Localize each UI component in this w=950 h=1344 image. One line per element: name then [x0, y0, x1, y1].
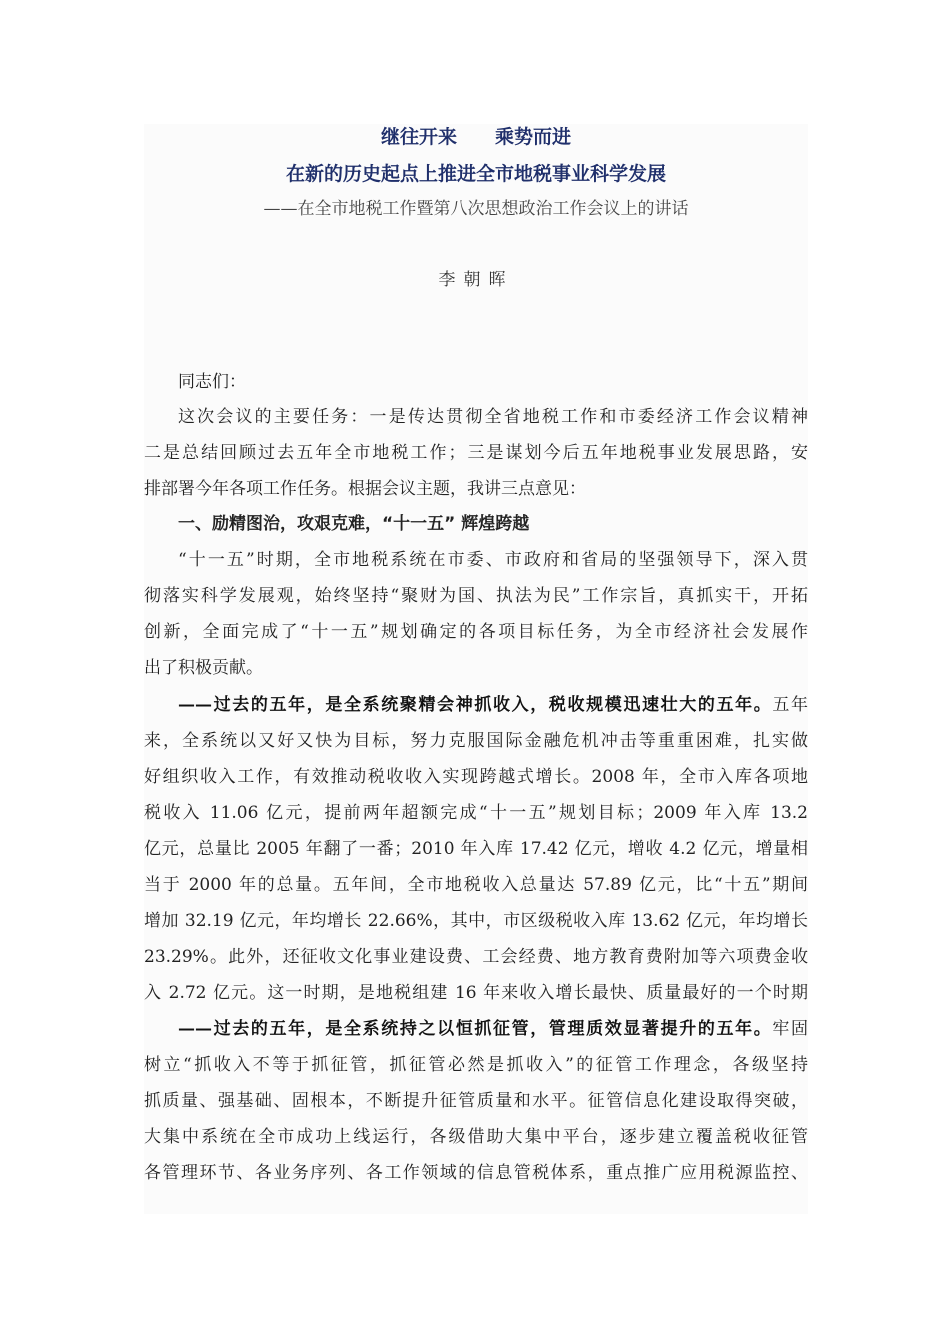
paragraph-line: 来，全系统以又好又快为目标，努力克服国际金融危机冲击等重重困难，扎实做 — [144, 731, 808, 751]
paragraph-line: 创新，全面完成了“十一五”规划确定的各项目标任务，为全市经济社会发展作 — [144, 622, 808, 642]
paragraph-line — [144, 1011, 808, 1047]
paragraph-line: 这次会议的主要任务：一是传达贯彻全省地税工作和市委经济工作会议精神 — [178, 407, 808, 427]
document-title-line2: 在新的历史起点上推进全市地税事业科学发展 — [285, 163, 666, 185]
paragraph-line: 入 2.72 亿元。这一时期，是地税组建 16 年来收入增长最快、质量最好的一个时期 — [144, 983, 808, 1003]
paragraph-text: 五年 — [772, 695, 808, 715]
paragraph-line: 彻落实科学发展观，始终坚持“聚财为国、执法为民”工作宗旨，真抓实干，开拓 — [144, 586, 808, 606]
paragraph-line: 各管理环节、各业务序列、各工作领域的信息管税体系，重点推广应用税源监控、 — [144, 1163, 808, 1183]
bold-lead-sentence: ——过去的五年，是全系统聚精会神抓收入，税收规模迅速壮大的五年。 — [178, 695, 773, 715]
paragraph-line: 树立“抓收入不等于抓征管，抓征管必然是抓收入”的征管工作理念，各级坚持 — [144, 1055, 808, 1075]
document-page — [144, 124, 808, 1214]
paragraph-line: 当于 2000 年的总量。五年间，全市地税收入总量达 57.89 亿元，比“十五”期间 — [144, 875, 808, 895]
paragraph-text: 牢固 — [772, 1019, 808, 1039]
paragraph-line: 亿元，总量比 2005 年翻了一番；2010 年入库 17.42 亿元，增收 4.2 亿元，增量相 — [144, 839, 808, 859]
paragraph-line: 排部署今年各项工作任务。根据会议主题，我讲三点意见： — [144, 479, 586, 499]
paragraph-line: 大集中系统在全市成功上线运行，各级借助大集中平台，逐步建立覆盖税收征管 — [144, 1127, 808, 1147]
paragraph-line: 增加 32.19 亿元，年均增长 22.66%，其中，市区级税收入库 13.62 亿元，年均增长 — [144, 911, 808, 931]
section-heading: 一、励精图治，攻艰克难，“十一五” 辉煌跨越 — [178, 514, 530, 534]
bold-lead-sentence: ——过去的五年，是全系统持之以恒抓征管，管理质效显著提升的五年。 — [178, 1019, 773, 1039]
document-title: 继往开来 乘势而进 — [380, 126, 571, 148]
salutation: 同志们： — [178, 372, 246, 392]
paragraph-line: 23.29%。此外，还征收文化事业建设费、工会经费、地方教育费附加等六项费金收 — [144, 947, 808, 967]
author-name: 李朝晖 — [438, 270, 514, 290]
document-subtitle: ——在全市地税工作暨第八次思想政治工作会议上的讲话 — [263, 199, 689, 219]
paragraph-line: 税收入 11.06 亿元，提前两年超额完成“十一五”规划目标；2009 年入库 13.2 — [144, 803, 808, 823]
paragraph-line — [144, 687, 808, 723]
paragraph-line: 二是总结回顾过去五年全市地税工作；三是谋划今后五年地税事业发展思路，安 — [144, 443, 808, 463]
paragraph-line: “十一五”时期，全市地税系统在市委、市政府和省局的坚强领导下，深入贯 — [178, 550, 808, 570]
paragraph-line: 出了积极贡献。 — [144, 658, 263, 678]
paragraph-line: 抓质量、强基础、固根本，不断提升征管质量和水平。征管信息化建设取得突破， — [144, 1091, 808, 1111]
paragraph-line: 好组织收入工作，有效推动税收收入实现跨越式增长。2008 年，全市入库各项地 — [144, 767, 808, 787]
